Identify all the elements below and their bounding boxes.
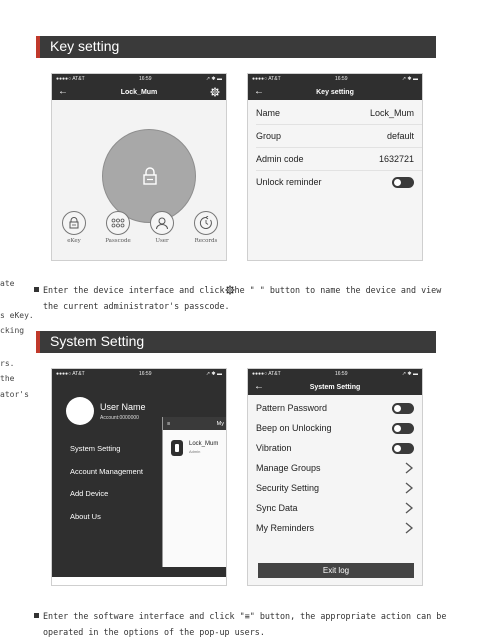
bullet-icon [34, 287, 39, 292]
exit-log-button[interactable]: Exit log [258, 563, 414, 578]
row-label: Security Setting [256, 483, 320, 493]
section-title: Key setting [50, 38, 120, 54]
op-user[interactable] [142, 211, 182, 244]
pattern-password-toggle[interactable] [392, 403, 414, 414]
menu-item-about-us[interactable]: About Us [70, 511, 101, 521]
phone-lock-screen [51, 73, 227, 261]
p1-text-c: the current administrator's passcode. [43, 301, 230, 311]
navbar [52, 84, 226, 100]
back-arrow-icon[interactable]: ← [58, 86, 68, 97]
navbar-title: Lock_Mum [120, 88, 158, 96]
chevron-right-icon [404, 502, 414, 514]
padlock-icon [141, 167, 159, 185]
status-icons: ↗ ✱ ▬ [401, 371, 418, 377]
row-label: Beep on Unlocking [256, 423, 332, 433]
row-manage-groups[interactable] [248, 458, 422, 478]
op-label: Passcode [105, 238, 131, 244]
section-header-system-setting [36, 331, 436, 353]
row-beep-on-unlocking [248, 418, 422, 438]
op-label: User [155, 238, 169, 244]
row-label: Name [256, 108, 281, 118]
row-label: Group [256, 131, 282, 141]
bullet-icon [34, 613, 39, 618]
chevron-right-icon [404, 482, 414, 494]
instruction-paragraph-2 [34, 608, 484, 640]
row-admin-code [248, 148, 422, 170]
phone-drawer-menu [51, 368, 227, 586]
op-label: Records [194, 238, 218, 244]
status-icons: ↗ ✱ ▬ [205, 371, 222, 377]
p2-text-b: operated in the options of the pop-up users. [43, 627, 265, 637]
carrier-text: ●●●●○ AT&T [252, 371, 281, 377]
row-label: Unlock reminder [256, 177, 322, 187]
lock-device-icon [169, 439, 185, 457]
system-setting-list [248, 398, 422, 538]
key-setting-list [248, 102, 422, 193]
row-label: Manage Groups [256, 463, 321, 473]
row-value: 1632721 [378, 154, 414, 164]
unlock-button[interactable] [102, 129, 196, 223]
row-value: default [386, 131, 414, 141]
row-label: Pattern Password [256, 403, 328, 413]
op-ekey[interactable] [54, 211, 94, 244]
row-group[interactable] [248, 125, 422, 147]
status-bar [52, 369, 226, 379]
carrier-text: ●●●●○ AT&T [56, 76, 85, 82]
op-records[interactable] [186, 211, 226, 244]
unlock-reminder-toggle[interactable] [392, 177, 414, 188]
panel-header [163, 417, 227, 430]
chevron-right-icon [404, 522, 414, 534]
lock-role: Admin [189, 449, 201, 454]
row-label: Admin code [256, 154, 304, 164]
records-icon [199, 216, 213, 230]
user-name: User Name [100, 402, 146, 412]
row-security-setting[interactable] [248, 478, 422, 498]
p2-text-a: Enter the software interface and click "≡" button, the appropriate action can be [43, 611, 447, 621]
row-name[interactable] [248, 102, 422, 124]
ekey-icon [68, 217, 80, 229]
operation-bar [52, 211, 227, 244]
cutoff-text-5: the [0, 374, 15, 383]
p1-text-a: Enter the device interface and click [43, 285, 225, 295]
cutoff-text-1: ate [0, 279, 15, 288]
carrier-text: ●●●●○ AT&T [252, 76, 281, 82]
op-passcode[interactable] [98, 211, 138, 244]
status-icons: ↗ ✱ ▬ [401, 76, 418, 82]
row-my-reminders[interactable] [248, 518, 422, 538]
status-bar [248, 369, 422, 379]
main-screen-peek[interactable] [162, 417, 227, 567]
cutoff-text-6: ator's [0, 390, 29, 399]
menu-item-add-device[interactable]: Add Device [70, 489, 109, 498]
section-accent [36, 36, 40, 58]
section-header-key-setting [36, 36, 436, 58]
vibration-toggle[interactable] [392, 443, 414, 454]
row-value: Lock_Mum [369, 108, 414, 118]
back-arrow-icon[interactable]: ← [254, 86, 264, 97]
row-pattern-password [248, 398, 422, 418]
status-bar [248, 74, 422, 84]
lock-list-item[interactable] [169, 439, 225, 459]
row-label: Sync Data [256, 503, 298, 513]
phone-system-setting [247, 368, 423, 586]
section-accent [36, 331, 40, 353]
back-arrow-icon[interactable]: ← [254, 381, 264, 392]
navbar-title: Key setting [316, 88, 354, 96]
row-unlock-reminder [248, 171, 422, 193]
row-vibration [248, 438, 422, 458]
beep-toggle[interactable] [392, 423, 414, 434]
time-text: 16:59 [334, 371, 348, 377]
p1-text-b: he " " button to name the device and view [234, 285, 442, 295]
instruction-paragraph-1 [34, 282, 484, 314]
hamburger-icon[interactable]: ≡ [167, 420, 171, 427]
section-title: System Setting [50, 333, 145, 349]
panel-title: My [216, 420, 224, 427]
navbar [248, 379, 422, 395]
account-id: Account:0000000 [100, 415, 139, 421]
cutoff-text-2: s eKey. [0, 311, 34, 320]
status-bar [52, 74, 226, 84]
row-label: Vibration [256, 443, 292, 453]
drawer-menu [70, 444, 143, 534]
op-label: eKey [67, 238, 81, 244]
chevron-right-icon [404, 462, 414, 474]
navbar-title: System Setting [309, 383, 361, 391]
cutoff-text-3: cking [0, 326, 25, 335]
carrier-text: ●●●●○ AT&T [56, 371, 85, 377]
navbar [248, 84, 422, 100]
time-text: 16:59 [138, 371, 152, 377]
menu-item-system-setting[interactable]: System Setting [70, 444, 121, 453]
row-label: My Reminders [256, 523, 315, 533]
keypad-icon [111, 218, 125, 228]
gear-icon[interactable] [210, 87, 220, 97]
cutoff-text-4: rs. [0, 359, 15, 368]
user-icon [155, 216, 169, 230]
phone-key-setting [247, 73, 423, 261]
status-icons: ↗ ✱ ▬ [205, 76, 222, 82]
time-text: 16:59 [334, 76, 348, 82]
gear-inline-icon [225, 285, 235, 295]
time-text: 16:59 [138, 76, 152, 82]
row-sync-data[interactable] [248, 498, 422, 518]
lock-name: Lock_Mum [189, 441, 219, 447]
avatar[interactable] [66, 397, 94, 425]
menu-item-account-management[interactable]: Account Management [70, 466, 143, 476]
